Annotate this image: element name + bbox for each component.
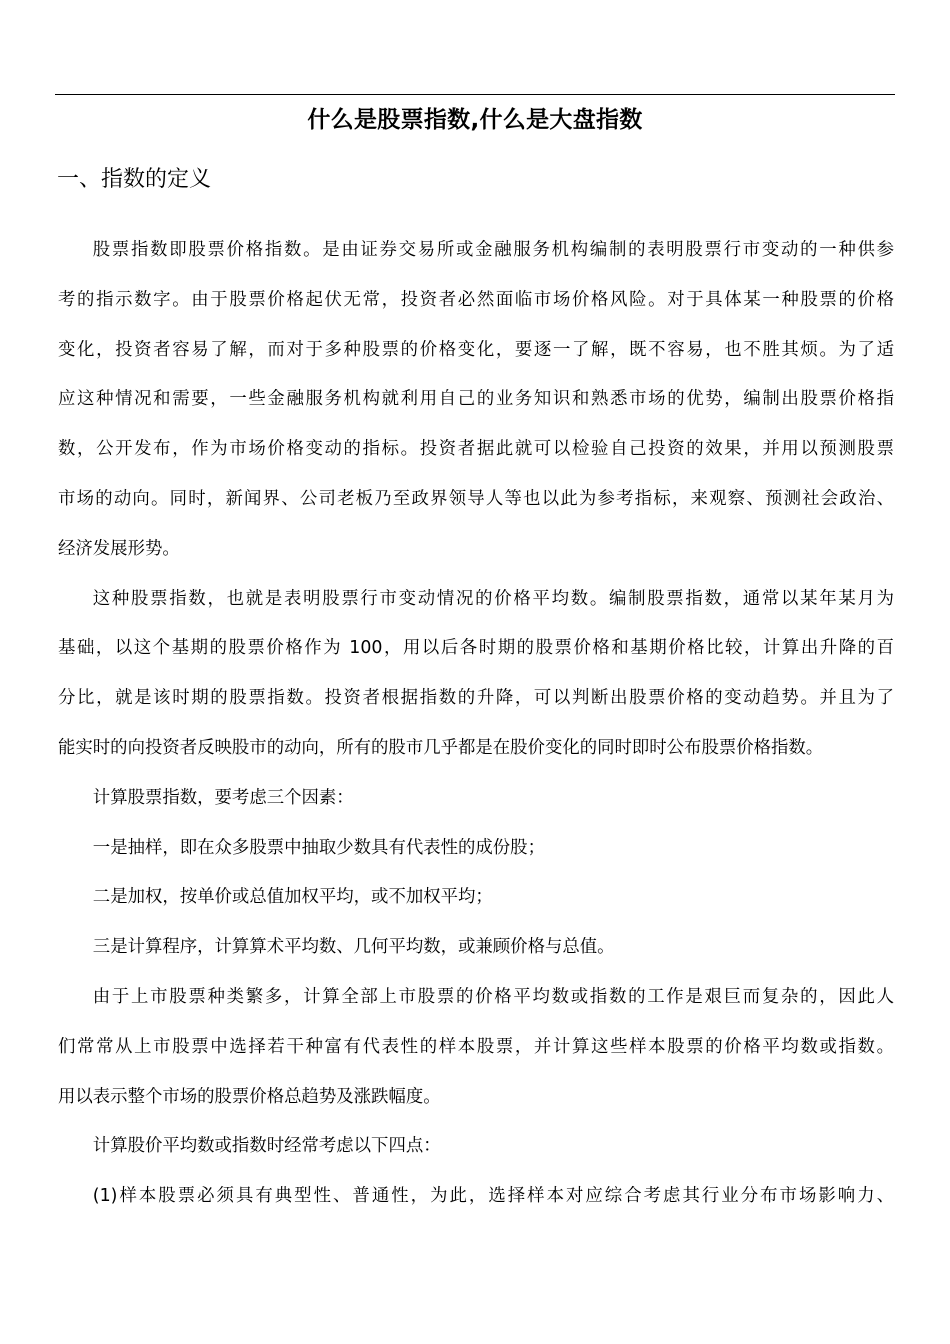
text-line: 二是加权，按单价或总值加权平均，或不加权平均； (92, 887, 493, 908)
paragraph-factor-procedure (58, 923, 894, 973)
text-line: (1)样本股票必须具有典型性、普通性，为此，选择样本对应综合考虑其行业分布市场影响力、 (92, 1186, 894, 1207)
text-line: 变化，投资者容易了解，而对于多种股票的价格变化，要逐一了解，既不容易，也不胜其烦。为了适 (58, 339, 894, 360)
text-line: 三是计算程序，计算算术平均数、几何平均数，或兼顾价格与总值。 (92, 937, 615, 958)
text-line: 市场的动向。同时，新闻界、公司老板乃至政界领导人等也以此为参考指标，来观察、预测社会政治、 (58, 488, 894, 509)
paragraph-four-points-intro (58, 1122, 894, 1172)
paragraph-definition (58, 226, 894, 575)
text-line: 分比，就是该时期的股票指数。投资者根据指数的升降，可以判断出股票价格的变动趋势。并且为了 (58, 688, 894, 709)
paragraph-factors-intro (58, 774, 894, 824)
text-line: 经济发展形势。 (58, 538, 180, 559)
text-line: 应这种情况和需要，一些金融服务机构就利用自己的业务知识和熟悉市场的优势，编制出股票价格指 (58, 389, 894, 410)
text-line: 这种股票指数，也就是表明股票行市变动情况的价格平均数。编制股票指数，通常以某年某月为 (92, 588, 894, 609)
paragraph-point-1 (58, 1172, 894, 1222)
text-line: 计算股价平均数或指数时经常考虑以下四点： (92, 1136, 441, 1157)
paragraph-average (58, 575, 894, 774)
document-body (58, 226, 894, 1222)
text-line: 股票指数即股票价格指数。是由证券交易所或金融服务机构编制的表明股票行市变动的一种供参 (92, 240, 894, 260)
text-line: 考的指示数字。由于股票价格起伏无常，投资者必然面临市场价格风险。对于具体某一种股票的价格 (58, 289, 894, 310)
section-heading: 一、指数的定义 (57, 167, 212, 192)
document-title: 什么是股票指数,什么是大盘指数 (307, 107, 643, 133)
paragraph-samples (58, 973, 894, 1122)
paragraph-factor-weighting (58, 873, 894, 923)
text-line: 一是抽样，即在众多股票中抽取少数具有代表性的成份股； (92, 837, 545, 858)
header-rule (55, 94, 895, 95)
text-line: 用以表示整个市场的股票价格总趋势及涨跌幅度。 (58, 1086, 441, 1107)
text-line: 能实时的向投资者反映股市的动向，所有的股市几乎都是在股价变化的同时即时公布股票价格指数。 (58, 737, 824, 758)
text-line: 数，公开发布，作为市场价格变动的指标。投资者据此就可以检验自己投资的效果，并用以预测股票 (58, 439, 894, 460)
text-line: 计算股票指数，要考虑三个因素： (92, 787, 354, 808)
text-line: 由于上市股票种类繁多，计算全部上市股票的价格平均数或指数的工作是艰巨而复杂的，因此人 (92, 986, 894, 1007)
text-line: 们常常从上市股票中选择若干种富有代表性的样本股票，并计算这些样本股票的价格平均数或指数。 (58, 1036, 894, 1057)
text-line: 基础，以这个基期的股票价格作为 100，用以后各时期的股票价格和基期价格比较，计算出升降的百 (58, 638, 894, 659)
paragraph-factor-sampling (58, 824, 894, 874)
